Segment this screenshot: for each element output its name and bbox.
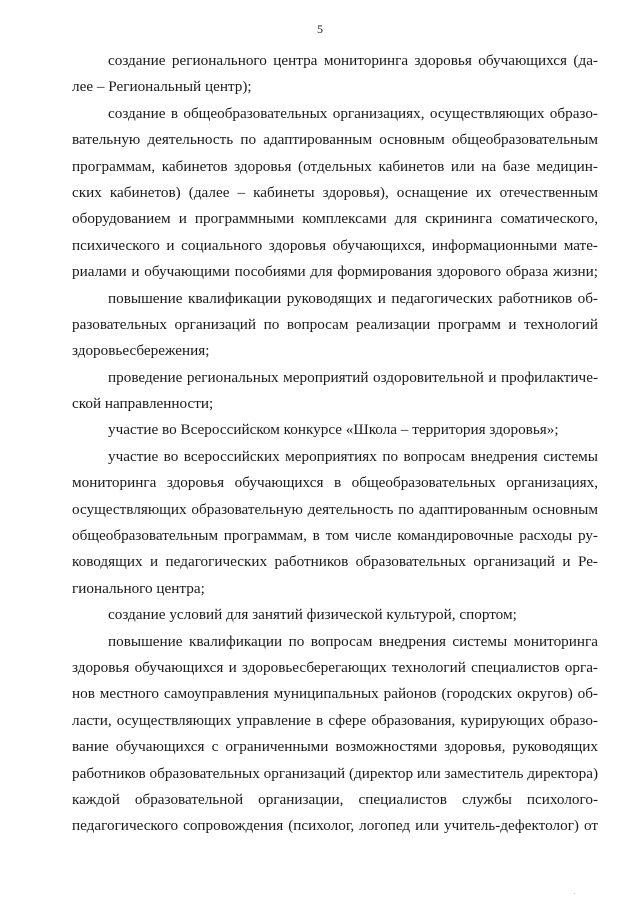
text-line: создание условий для занятий физической культурой, спортом; — [108, 606, 517, 624]
text-line: создание регионального центра мониторинга здоровья обучающихся (да- — [108, 52, 598, 69]
body-text — [72, 48, 598, 840]
text-line: оборудованием и программными комплексами для скрининга соматического, — [72, 210, 598, 228]
scan-mark: . — [574, 890, 576, 896]
text-line: ских кабинетов) (далее – кабинеты здоровья), оснащение их отечественным — [72, 183, 598, 201]
text-line: участие во Всероссийском конкурсе «Школа – территория здоровья»; — [108, 421, 559, 439]
text-line: общеобразовательным программам, в том числе командировочные расходы ру- — [72, 527, 598, 545]
text-line: каждой образовательной организации, специалистов службы психолого- — [72, 790, 598, 808]
text-line: здоровьесбережения; — [72, 342, 210, 360]
text-line: психического и социального здоровья обучающихся, информационными мате- — [72, 236, 598, 254]
text-line: вание обучающихся с ограниченными возможностями здоровья, руководящих — [72, 738, 598, 756]
text-line: разовательных организаций по вопросам реализации программ и технологий — [72, 315, 598, 333]
text-line: лее – Региональный центр); — [72, 78, 252, 96]
text-line: здоровья обучающихся и здоровьесберегающих технологий специалистов орга- — [72, 658, 598, 676]
text-line: создание в общеобразовательных организациях, осуществляющих образо- — [108, 104, 598, 122]
text-line: мониторинга здоровья обучающихся в общеобразовательных организациях, — [72, 474, 598, 492]
text-line: программам, кабинетов здоровья (отдельных кабинетов или на базе медицин- — [72, 157, 598, 175]
text-line: ководящих и педагогических работников образовательных организаций и Ре- — [72, 553, 598, 571]
text-line: повышение квалификации руководящих и педагогических работников об- — [108, 289, 598, 307]
text-line: работников образовательных организаций (директор или заместитель директора) — [72, 764, 598, 782]
text-line: вательную деятельность по адаптированным основным общеобразовательным — [72, 131, 598, 149]
text-line: нов местного самоуправления муниципальных районов (городских округов) об- — [72, 685, 598, 703]
page-number: 5 — [317, 22, 323, 36]
text-line: риалами и обучающими пособиями для формирования здорового образа жизни; — [72, 263, 598, 281]
text-line: педагогического сопровождения (психолог, логопед или учитель-дефектолог) от — [72, 817, 598, 835]
text-line: повышение квалификации по вопросам внедрения системы мониторинга — [108, 632, 598, 650]
text-line: ской направленности; — [72, 395, 214, 413]
text-line: участие во всероссийских мероприятиях по вопросам внедрения системы — [108, 447, 598, 465]
text-line: ласти, осуществляющих управление в сфере образования, курирующих образо- — [72, 711, 598, 729]
text-line: гионального центра; — [72, 579, 205, 597]
text-line: осуществляющих образовательную деятельность по адаптированным основным — [72, 500, 598, 518]
text-line: проведение региональных мероприятий оздоровительной и профилактиче- — [108, 368, 598, 386]
